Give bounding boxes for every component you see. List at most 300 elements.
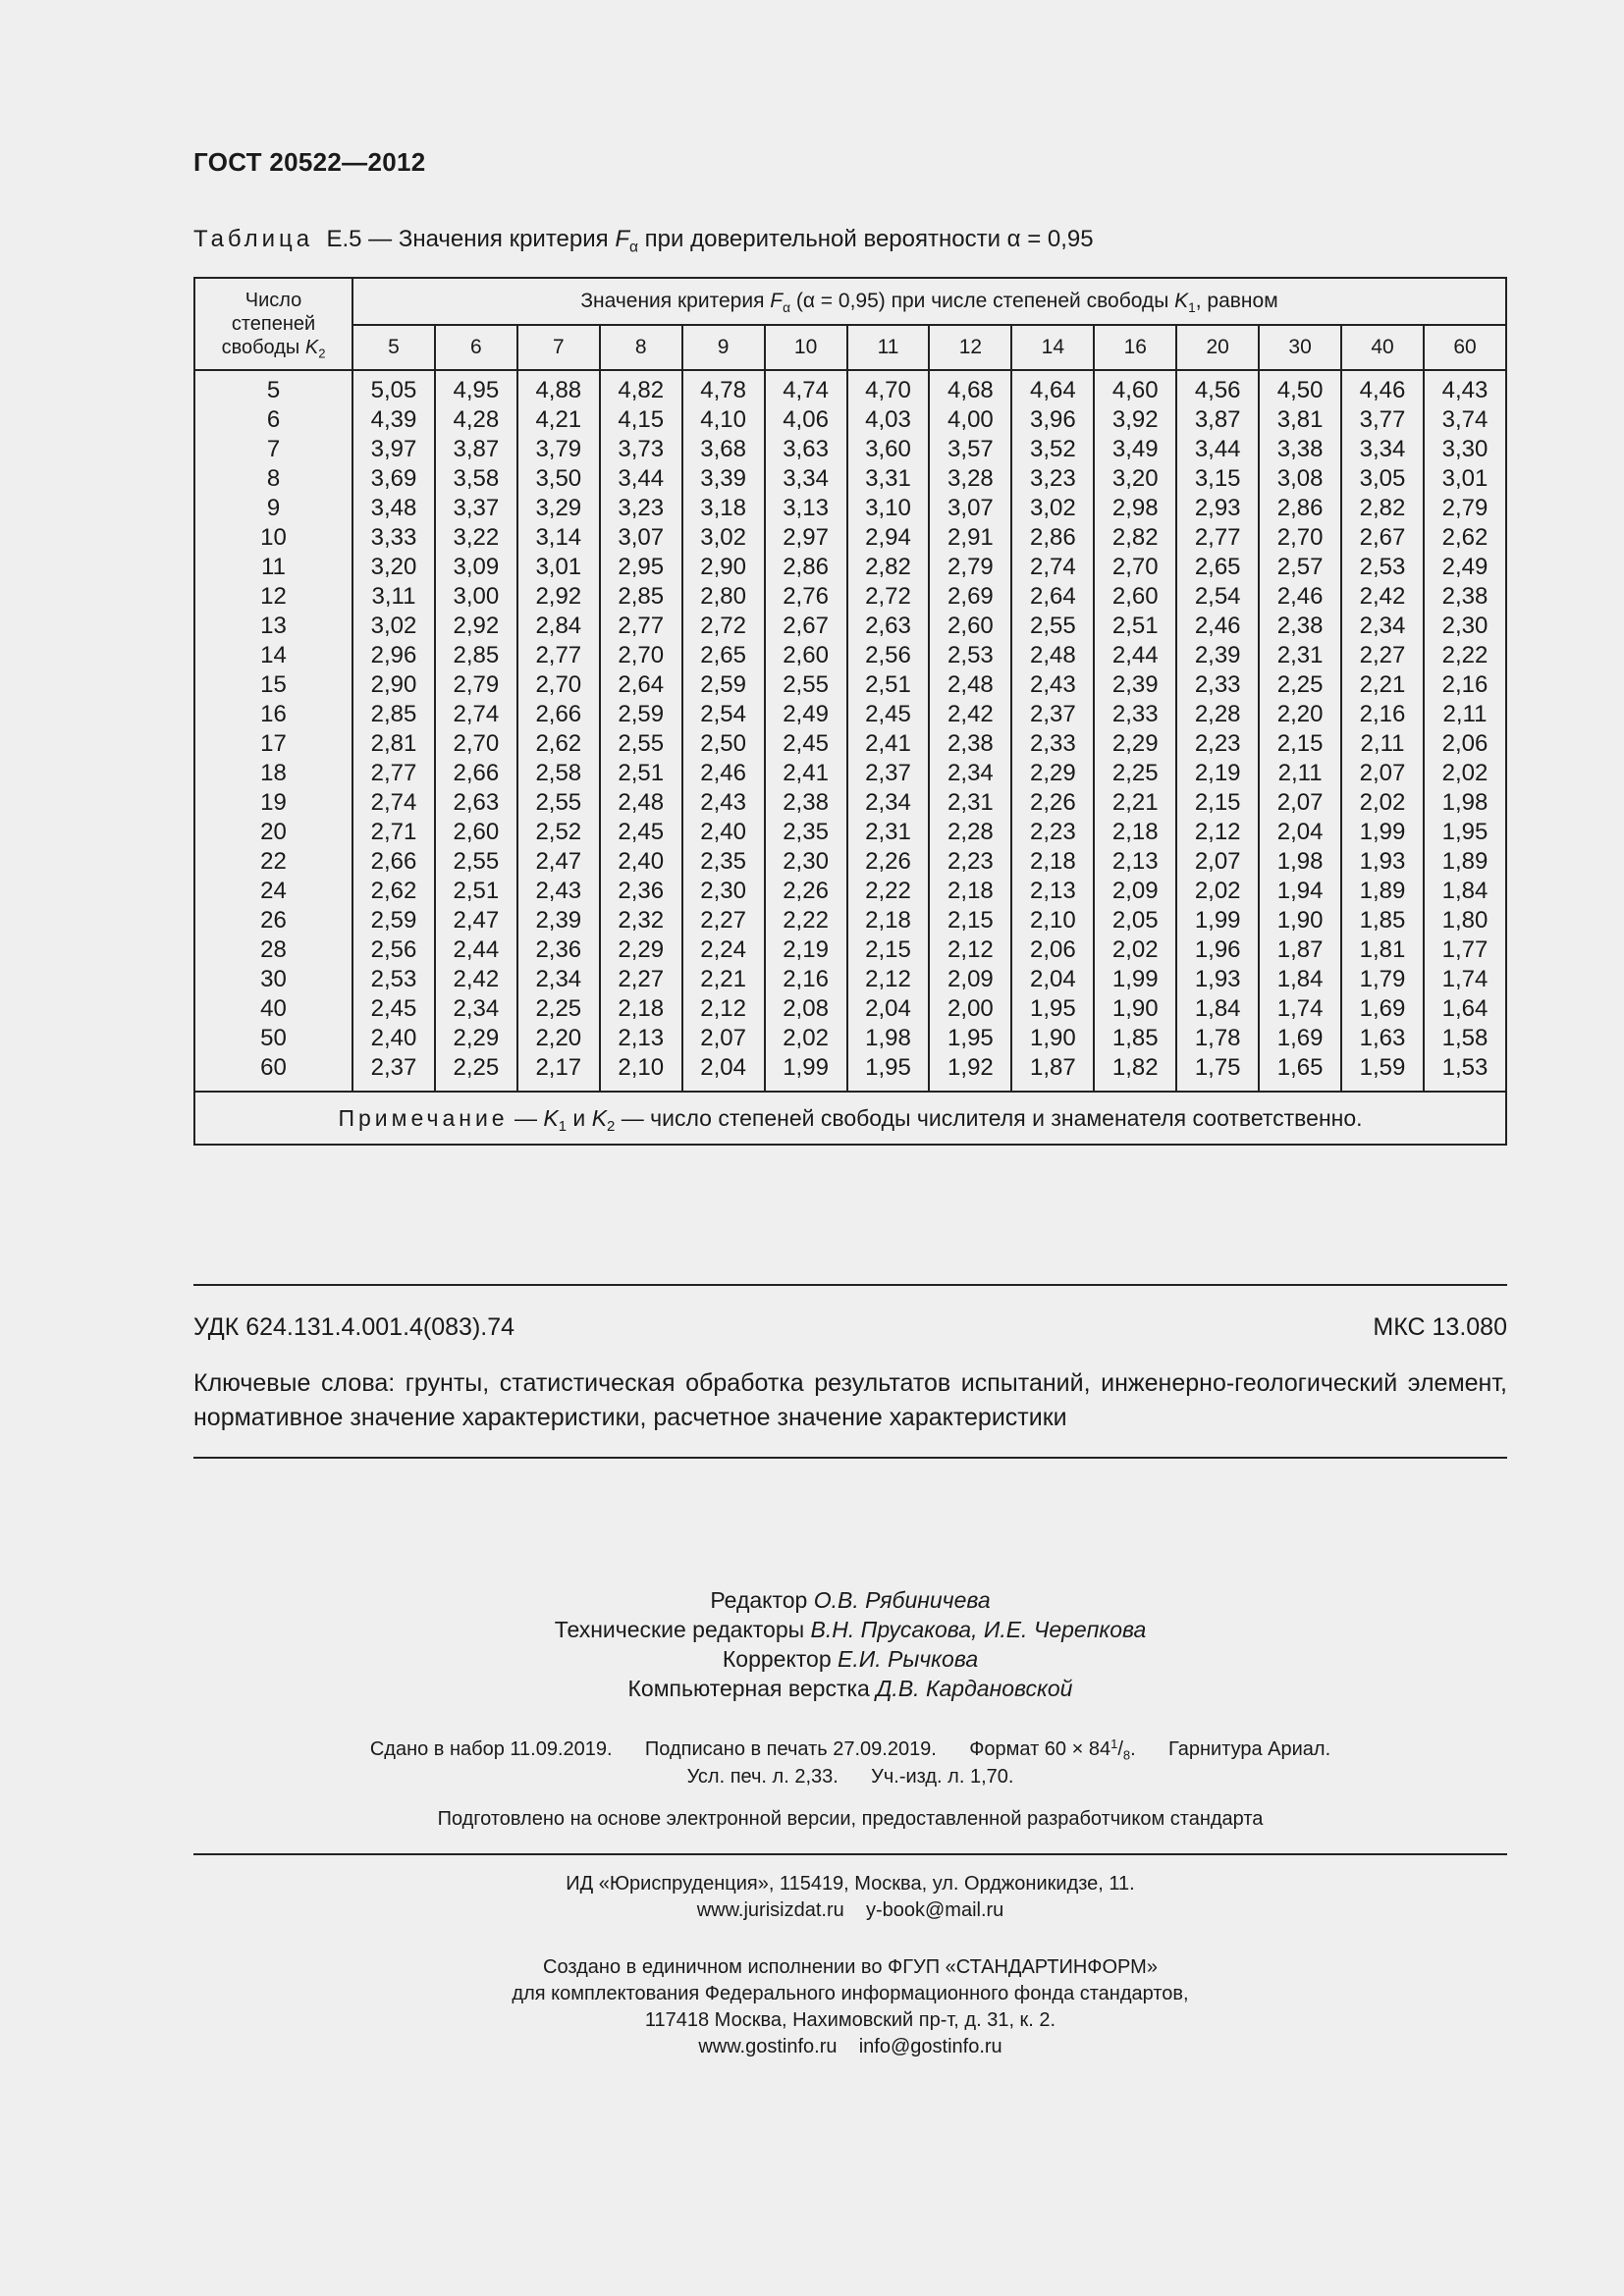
value-cell: 3,23 bbox=[600, 494, 682, 523]
value-cell: 4,06 bbox=[765, 405, 847, 435]
value-cell: 2,30 bbox=[682, 877, 765, 906]
value-cell: 2,51 bbox=[435, 877, 517, 906]
credit-line bbox=[193, 1644, 1507, 1674]
value-cell: 2,72 bbox=[682, 612, 765, 641]
value-cell: 2,91 bbox=[929, 523, 1011, 553]
table-caption-post: при доверительной вероятности α = 0,95 bbox=[638, 226, 1094, 252]
value-cell: 3,87 bbox=[435, 435, 517, 464]
value-cell: 2,90 bbox=[682, 553, 765, 582]
value-cell: 2,63 bbox=[847, 612, 930, 641]
value-cell: 2,27 bbox=[1341, 641, 1424, 670]
value-cell: 2,04 bbox=[1259, 818, 1341, 847]
value-cell: 2,60 bbox=[1094, 582, 1176, 612]
value-cell: 3,81 bbox=[1259, 405, 1341, 435]
value-cell: 2,12 bbox=[682, 994, 765, 1024]
value-cell: 2,47 bbox=[435, 906, 517, 935]
value-cell: 2,05 bbox=[1094, 906, 1176, 935]
value-cell: 2,77 bbox=[600, 612, 682, 641]
value-cell: 3,00 bbox=[435, 582, 517, 612]
table-note: Примечание — $K_1$ и $K_2$ — число степеней свободы числителя и знаменателя соответственно. bbox=[194, 1092, 1506, 1145]
value-cell: 2,18 bbox=[847, 906, 930, 935]
value-cell: 2,12 bbox=[847, 965, 930, 994]
divider-keywords bbox=[193, 1457, 1507, 1459]
table-row bbox=[194, 700, 1506, 729]
table-caption bbox=[193, 226, 1094, 256]
k2-header-line1: Число bbox=[244, 290, 302, 311]
value-cell: 2,33 bbox=[1094, 700, 1176, 729]
value-cell: 2,41 bbox=[765, 759, 847, 788]
note-word: Примечание bbox=[338, 1104, 509, 1131]
value-cell: 2,67 bbox=[1341, 523, 1424, 553]
value-cell: 2,48 bbox=[929, 670, 1011, 700]
value-cell: 4,28 bbox=[435, 405, 517, 435]
value-cell: 2,29 bbox=[435, 1024, 517, 1053]
k1-column-header: 5 bbox=[352, 325, 435, 370]
value-cell: 3,87 bbox=[1176, 405, 1259, 435]
value-cell: 2,30 bbox=[1424, 612, 1506, 641]
table-row bbox=[194, 523, 1506, 553]
value-cell: 2,21 bbox=[1341, 670, 1424, 700]
value-cell: 3,57 bbox=[929, 435, 1011, 464]
value-cell: 1,96 bbox=[1176, 935, 1259, 965]
value-cell: 3,96 bbox=[1011, 405, 1094, 435]
print-info-line2: Усл. печ. л. 2,33. Уч.-изд. л. 1,70. bbox=[686, 1766, 1014, 1788]
value-cell: 2,96 bbox=[352, 641, 435, 670]
mks-code: МКС 13.080 bbox=[1373, 1313, 1507, 1341]
value-cell: 2,34 bbox=[435, 994, 517, 1024]
value-cell: 2,10 bbox=[600, 1053, 682, 1092]
value-cell: 2,49 bbox=[765, 700, 847, 729]
value-cell: 3,28 bbox=[929, 464, 1011, 494]
value-cell: 2,69 bbox=[929, 582, 1011, 612]
value-cell: 1,90 bbox=[1259, 906, 1341, 935]
value-cell: 2,90 bbox=[352, 670, 435, 700]
value-cell: 3,15 bbox=[1176, 464, 1259, 494]
created-info: Создано в единичном исполнении во ФГУП «СТАНДАРТИНФОРМ» для комплектования Федерального информационного фонда стандартов, 117418 Москва, Нахимовский пр-т, д. 31, к. 2. www.gostinfo.ru info@gostinfo.ru bbox=[193, 1954, 1507, 2060]
table-caption-pre: — Значения критерия bbox=[368, 226, 616, 252]
value-cell: 3,39 bbox=[682, 464, 765, 494]
table-row bbox=[194, 1024, 1506, 1053]
value-cell: 2,55 bbox=[765, 670, 847, 700]
publisher-info bbox=[193, 1871, 1507, 1924]
value-cell: 2,53 bbox=[1341, 553, 1424, 582]
value-cell: 2,45 bbox=[600, 818, 682, 847]
value-cell: 2,26 bbox=[1011, 788, 1094, 818]
credit-line bbox=[193, 1615, 1507, 1644]
value-cell: 2,63 bbox=[435, 788, 517, 818]
k1-column-header: 8 bbox=[600, 325, 682, 370]
value-cell: 1,98 bbox=[1259, 847, 1341, 877]
value-cell: 3,68 bbox=[682, 435, 765, 464]
value-cell: 2,58 bbox=[517, 759, 600, 788]
value-cell: 2,70 bbox=[1259, 523, 1341, 553]
value-cell: 2,25 bbox=[517, 994, 600, 1024]
value-cell: 2,94 bbox=[847, 523, 930, 553]
value-cell: 3,34 bbox=[1341, 435, 1424, 464]
publisher-address: ИД «Юриспруденция», 115419, Москва, ул. Орджоникидзе, 11. bbox=[566, 1873, 1135, 1895]
value-cell: 2,07 bbox=[1259, 788, 1341, 818]
value-cell: 1,98 bbox=[847, 1024, 930, 1053]
keywords: Ключевые слова: грунты, статистическая обработка результатов испытаний, инженерно-геологический элемент, нормативное значение характеристики, расчетное значение характеристики bbox=[193, 1369, 1507, 1431]
k2-cell: 7 bbox=[194, 435, 352, 464]
value-cell: 2,18 bbox=[1094, 818, 1176, 847]
table-row bbox=[194, 906, 1506, 935]
value-cell: 2,22 bbox=[1424, 641, 1506, 670]
value-cell: 2,70 bbox=[517, 670, 600, 700]
value-cell: 1,89 bbox=[1424, 847, 1506, 877]
value-cell: 2,24 bbox=[682, 935, 765, 965]
value-cell: 3,02 bbox=[352, 612, 435, 641]
value-cell: 1,85 bbox=[1094, 1024, 1176, 1053]
k1-column-header: 10 bbox=[765, 325, 847, 370]
value-cell: 3,05 bbox=[1341, 464, 1424, 494]
value-cell: 1,95 bbox=[1011, 994, 1094, 1024]
value-cell: 1,77 bbox=[1424, 935, 1506, 965]
table-row bbox=[194, 582, 1506, 612]
value-cell: 2,71 bbox=[352, 818, 435, 847]
k2-cell: 19 bbox=[194, 788, 352, 818]
value-cell: 2,51 bbox=[600, 759, 682, 788]
value-cell: 2,21 bbox=[682, 965, 765, 994]
value-cell: 4,56 bbox=[1176, 376, 1259, 405]
value-cell: 2,43 bbox=[1011, 670, 1094, 700]
value-cell: 2,15 bbox=[1176, 788, 1259, 818]
value-cell: 2,29 bbox=[1094, 729, 1176, 759]
value-cell: 2,34 bbox=[517, 965, 600, 994]
value-cell: 2,48 bbox=[1011, 641, 1094, 670]
value-cell: 3,48 bbox=[352, 494, 435, 523]
value-cell: 2,31 bbox=[1259, 641, 1341, 670]
value-cell: 2,48 bbox=[600, 788, 682, 818]
table-row bbox=[194, 670, 1506, 700]
credit-name: Д.В. Кардановской bbox=[876, 1676, 1073, 1701]
value-cell: 2,45 bbox=[352, 994, 435, 1024]
value-cell: 2,56 bbox=[352, 935, 435, 965]
k2-cell: 9 bbox=[194, 494, 352, 523]
value-cell: 2,60 bbox=[929, 612, 1011, 641]
values-header: Значения критерия $F_\alpha$ (α = 0,95) при числе степеней свободы $K_1$, равном bbox=[352, 278, 1506, 325]
value-cell: 2,18 bbox=[929, 877, 1011, 906]
value-cell: 2,15 bbox=[1259, 729, 1341, 759]
value-cell: 2,46 bbox=[682, 759, 765, 788]
value-cell: 3,13 bbox=[765, 494, 847, 523]
value-cell: 2,11 bbox=[1341, 729, 1424, 759]
value-cell: 2,21 bbox=[1094, 788, 1176, 818]
value-cell: 2,39 bbox=[517, 906, 600, 935]
k2-cell: 16 bbox=[194, 700, 352, 729]
value-cell: 2,79 bbox=[1424, 494, 1506, 523]
k2-cell: 40 bbox=[194, 994, 352, 1024]
k2-cell: 24 bbox=[194, 877, 352, 906]
k1-column-header: 11 bbox=[847, 325, 930, 370]
value-cell: 4,10 bbox=[682, 405, 765, 435]
value-cell: 2,07 bbox=[1341, 759, 1424, 788]
value-cell: 1,94 bbox=[1259, 877, 1341, 906]
value-cell: 2,39 bbox=[1094, 670, 1176, 700]
value-cell: 2,86 bbox=[1011, 523, 1094, 553]
value-cell: 2,57 bbox=[1259, 553, 1341, 582]
value-cell: 2,04 bbox=[682, 1053, 765, 1092]
value-cell: 1,99 bbox=[1176, 906, 1259, 935]
value-cell: 2,33 bbox=[1176, 670, 1259, 700]
value-cell: 2,25 bbox=[435, 1053, 517, 1092]
value-cell: 2,16 bbox=[1341, 700, 1424, 729]
value-cell: 4,95 bbox=[435, 376, 517, 405]
value-cell: 2,28 bbox=[929, 818, 1011, 847]
table-row bbox=[194, 877, 1506, 906]
value-cell: 2,55 bbox=[517, 788, 600, 818]
value-cell: 2,26 bbox=[847, 847, 930, 877]
value-cell: 2,33 bbox=[1011, 729, 1094, 759]
value-cell: 3,52 bbox=[1011, 435, 1094, 464]
value-cell: 1,89 bbox=[1341, 877, 1424, 906]
value-cell: 1,90 bbox=[1094, 994, 1176, 1024]
value-cell: 2,55 bbox=[435, 847, 517, 877]
value-cell: 2,66 bbox=[435, 759, 517, 788]
value-cell: 2,85 bbox=[435, 641, 517, 670]
k2-cell: 11 bbox=[194, 553, 352, 582]
udk-code: УДК 624.131.4.001.4(083).74 bbox=[193, 1313, 515, 1341]
value-cell: 3,30 bbox=[1424, 435, 1506, 464]
value-cell: 2,60 bbox=[765, 641, 847, 670]
value-cell: 3,02 bbox=[682, 523, 765, 553]
value-cell: 2,35 bbox=[765, 818, 847, 847]
value-cell: 2,38 bbox=[1424, 582, 1506, 612]
value-cell: 2,02 bbox=[1424, 759, 1506, 788]
value-cell: 2,08 bbox=[765, 994, 847, 1024]
value-cell: 1,95 bbox=[1424, 818, 1506, 847]
value-cell: 3,44 bbox=[600, 464, 682, 494]
value-cell: 3,29 bbox=[517, 494, 600, 523]
k2-column-header bbox=[194, 278, 352, 370]
value-cell: 2,64 bbox=[1011, 582, 1094, 612]
table-row bbox=[194, 612, 1506, 641]
credits-block bbox=[193, 1585, 1507, 1703]
table-caption-F: F bbox=[615, 226, 629, 252]
k1-column-header: 60 bbox=[1424, 325, 1506, 370]
value-cell: 2,27 bbox=[600, 965, 682, 994]
value-cell: 2,74 bbox=[435, 700, 517, 729]
value-cell: 2,23 bbox=[1176, 729, 1259, 759]
value-cell: 3,18 bbox=[682, 494, 765, 523]
value-cell: 2,86 bbox=[765, 553, 847, 582]
value-cell: 1,82 bbox=[1094, 1053, 1176, 1092]
value-cell: 4,88 bbox=[517, 376, 600, 405]
note-text: — число степеней свободы числителя и знаменателя соответственно. bbox=[615, 1104, 1363, 1131]
value-cell: 2,86 bbox=[1259, 494, 1341, 523]
value-cell: 2,93 bbox=[1176, 494, 1259, 523]
value-cell: 2,29 bbox=[1011, 759, 1094, 788]
table-body bbox=[194, 376, 1506, 1092]
value-cell: 2,45 bbox=[765, 729, 847, 759]
value-cell: 1,75 bbox=[1176, 1053, 1259, 1092]
value-cell: 2,11 bbox=[1424, 700, 1506, 729]
value-cell: 2,70 bbox=[600, 641, 682, 670]
value-cell: 2,26 bbox=[765, 877, 847, 906]
value-cell: 4,39 bbox=[352, 405, 435, 435]
value-cell: 3,92 bbox=[1094, 405, 1176, 435]
value-cell: 2,92 bbox=[435, 612, 517, 641]
value-cell: 2,06 bbox=[1424, 729, 1506, 759]
value-cell: 1,81 bbox=[1341, 935, 1424, 965]
value-cell: 2,42 bbox=[435, 965, 517, 994]
value-cell: 1,74 bbox=[1424, 965, 1506, 994]
value-cell: 2,32 bbox=[600, 906, 682, 935]
value-cell: 4,70 bbox=[847, 376, 930, 405]
value-cell: 2,92 bbox=[517, 582, 600, 612]
f-criterion-table bbox=[193, 277, 1507, 1146]
k2-cell: 60 bbox=[194, 1053, 352, 1092]
value-cell: 3,07 bbox=[600, 523, 682, 553]
value-cell: 2,44 bbox=[1094, 641, 1176, 670]
value-cell: 2,10 bbox=[1011, 906, 1094, 935]
value-cell: 2,22 bbox=[847, 877, 930, 906]
table-row bbox=[194, 994, 1506, 1024]
value-cell: 2,40 bbox=[352, 1024, 435, 1053]
credit-name: Е.И. Рычкова bbox=[838, 1646, 979, 1672]
value-cell: 2,34 bbox=[929, 759, 1011, 788]
value-cell: 3,34 bbox=[765, 464, 847, 494]
value-cell: 1,64 bbox=[1424, 994, 1506, 1024]
value-cell: 2,62 bbox=[1424, 523, 1506, 553]
credit-line bbox=[193, 1585, 1507, 1615]
value-cell: 2,31 bbox=[847, 818, 930, 847]
value-cell: 2,04 bbox=[847, 994, 930, 1024]
value-cell: 4,64 bbox=[1011, 376, 1094, 405]
value-cell: 3,08 bbox=[1259, 464, 1341, 494]
value-cell: 2,74 bbox=[1011, 553, 1094, 582]
value-cell: 4,82 bbox=[600, 376, 682, 405]
value-cell: 2,38 bbox=[1259, 612, 1341, 641]
value-cell: 2,43 bbox=[682, 788, 765, 818]
value-cell: 3,58 bbox=[435, 464, 517, 494]
value-cell: 2,37 bbox=[847, 759, 930, 788]
value-cell: 2,11 bbox=[1259, 759, 1341, 788]
k2-header-line3: свободы bbox=[221, 337, 305, 358]
value-cell: 2,25 bbox=[1259, 670, 1341, 700]
value-cell: 2,02 bbox=[1094, 935, 1176, 965]
value-cell: 2,55 bbox=[1011, 612, 1094, 641]
value-cell: 2,37 bbox=[352, 1053, 435, 1092]
k2-header-sub: 2 bbox=[318, 346, 326, 361]
value-cell: 4,68 bbox=[929, 376, 1011, 405]
table-row bbox=[194, 788, 1506, 818]
created-contacts: www.gostinfo.ru info@gostinfo.ru bbox=[698, 2036, 1002, 2057]
value-cell: 4,60 bbox=[1094, 376, 1176, 405]
value-cell: 2,59 bbox=[682, 670, 765, 700]
k2-cell: 50 bbox=[194, 1024, 352, 1053]
value-cell: 2,38 bbox=[765, 788, 847, 818]
value-cell: 2,65 bbox=[682, 641, 765, 670]
value-cell: 2,66 bbox=[517, 700, 600, 729]
value-cell: 2,49 bbox=[1424, 553, 1506, 582]
value-cell: 3,73 bbox=[600, 435, 682, 464]
divider-top bbox=[193, 1284, 1507, 1286]
table-row bbox=[194, 847, 1506, 877]
value-cell: 1,85 bbox=[1341, 906, 1424, 935]
value-cell: 1,92 bbox=[929, 1053, 1011, 1092]
value-cell: 1,53 bbox=[1424, 1053, 1506, 1092]
value-cell: 2,12 bbox=[1176, 818, 1259, 847]
k2-cell: 28 bbox=[194, 935, 352, 965]
value-cell: 1,74 bbox=[1259, 994, 1341, 1024]
k2-cell: 30 bbox=[194, 965, 352, 994]
value-cell: 2,80 bbox=[682, 582, 765, 612]
value-cell: 1,95 bbox=[847, 1053, 930, 1092]
value-cell: 2,46 bbox=[1176, 612, 1259, 641]
value-cell: 2,20 bbox=[517, 1024, 600, 1053]
value-cell: 2,28 bbox=[1176, 700, 1259, 729]
k1-header-row bbox=[194, 325, 1506, 370]
value-cell: 2,19 bbox=[1176, 759, 1259, 788]
value-cell: 3,09 bbox=[435, 553, 517, 582]
value-cell: 3,22 bbox=[435, 523, 517, 553]
k2-header-symbol: K bbox=[304, 337, 319, 358]
value-cell: 1,93 bbox=[1176, 965, 1259, 994]
table-row bbox=[194, 435, 1506, 464]
value-cell: 2,00 bbox=[929, 994, 1011, 1024]
value-cell: 2,52 bbox=[517, 818, 600, 847]
table-foot bbox=[194, 1092, 1506, 1145]
value-cell: 2,76 bbox=[765, 582, 847, 612]
value-cell: 2,29 bbox=[600, 935, 682, 965]
value-cell: 1,79 bbox=[1341, 965, 1424, 994]
value-cell: 2,77 bbox=[352, 759, 435, 788]
value-cell: 3,63 bbox=[765, 435, 847, 464]
value-cell: 2,13 bbox=[600, 1024, 682, 1053]
table-caption-word: Таблица bbox=[193, 226, 314, 252]
value-cell: 3,50 bbox=[517, 464, 600, 494]
table-row bbox=[194, 935, 1506, 965]
value-cell: 2,53 bbox=[352, 965, 435, 994]
value-cell: 2,36 bbox=[517, 935, 600, 965]
value-cell: 1,99 bbox=[1341, 818, 1424, 847]
value-cell: 3,37 bbox=[435, 494, 517, 523]
value-cell: 2,82 bbox=[1094, 523, 1176, 553]
print-info: Сдано в набор 11.09.2019. Подписано в печать 27.09.2019. Формат $60 \times 84^1/_8$. Гарнитура Ариал. Усл. печ. л. 2,33. Уч.-изд. л. 1,70. bbox=[369, 1735, 1331, 1788]
value-cell: 4,00 bbox=[929, 405, 1011, 435]
value-cell: 4,03 bbox=[847, 405, 930, 435]
value-cell: 2,55 bbox=[600, 729, 682, 759]
value-cell: 2,12 bbox=[929, 935, 1011, 965]
value-cell: 2,27 bbox=[682, 906, 765, 935]
value-cell: 2,34 bbox=[1341, 612, 1424, 641]
value-cell: 2,85 bbox=[352, 700, 435, 729]
k2-cell: 26 bbox=[194, 906, 352, 935]
value-cell: 3,60 bbox=[847, 435, 930, 464]
value-cell: 2,20 bbox=[1259, 700, 1341, 729]
value-cell: 1,65 bbox=[1259, 1053, 1341, 1092]
table-caption-number: Е.5 bbox=[326, 226, 362, 252]
value-cell: 2,72 bbox=[847, 582, 930, 612]
table-row bbox=[194, 405, 1506, 435]
value-cell: 2,07 bbox=[682, 1024, 765, 1053]
table-row bbox=[194, 818, 1506, 847]
value-cell: 2,60 bbox=[435, 818, 517, 847]
table-row bbox=[194, 494, 1506, 523]
value-cell: 1,69 bbox=[1259, 1024, 1341, 1053]
value-cell: 2,56 bbox=[847, 641, 930, 670]
credit-role: Компьютерная верстка bbox=[627, 1676, 877, 1701]
value-cell: 1,84 bbox=[1176, 994, 1259, 1024]
value-cell: 2,74 bbox=[352, 788, 435, 818]
table-row bbox=[194, 1053, 1506, 1092]
k2-cell: 22 bbox=[194, 847, 352, 877]
value-cell: 2,47 bbox=[517, 847, 600, 877]
table-row bbox=[194, 729, 1506, 759]
value-cell: 2,25 bbox=[1094, 759, 1176, 788]
value-cell: 4,74 bbox=[765, 376, 847, 405]
